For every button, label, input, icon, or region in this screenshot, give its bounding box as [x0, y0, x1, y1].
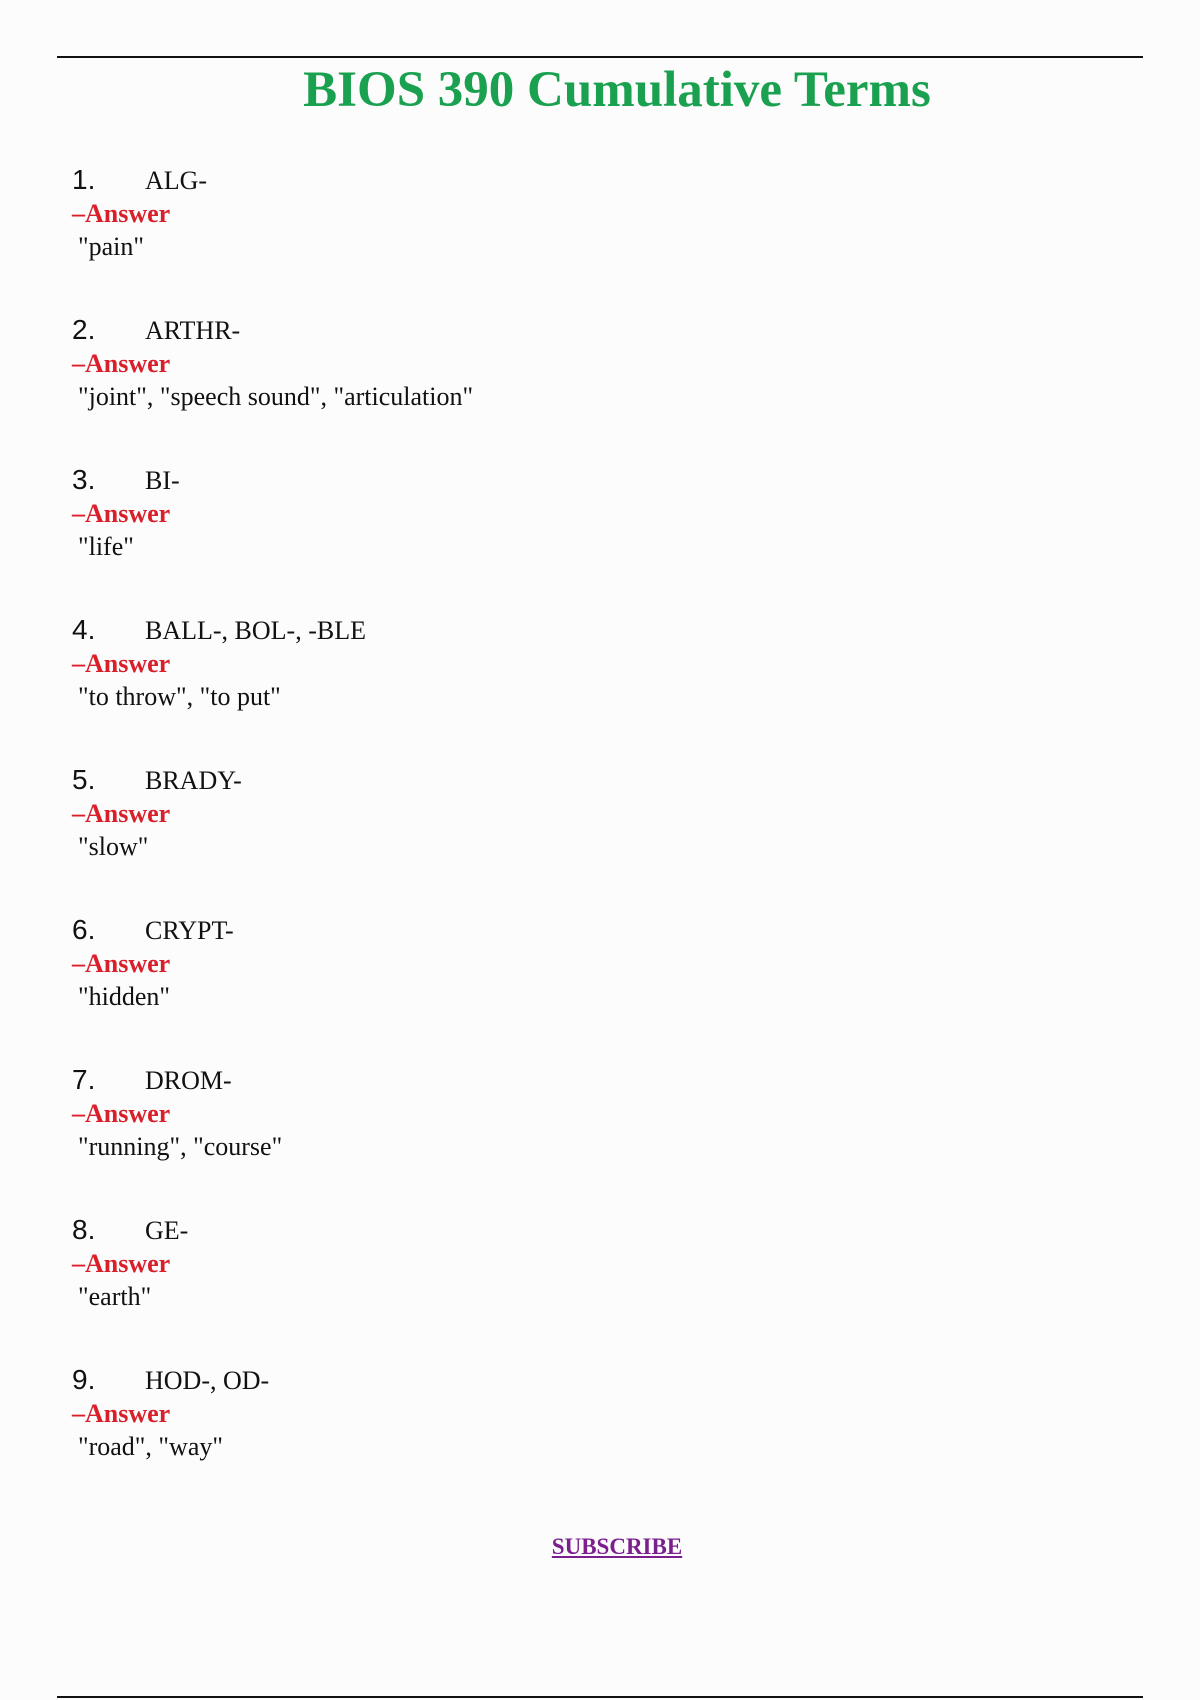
bottom-divider [57, 1696, 1143, 1698]
answer-text: "slow" [78, 832, 149, 861]
term-header [72, 1214, 1072, 1248]
term-word: BI- [145, 466, 180, 495]
answer-text: "to throw", "to put" [78, 682, 281, 711]
answer-label: –Answer [72, 649, 171, 678]
term-header [72, 764, 1072, 798]
term-word: ALG- [145, 166, 208, 195]
term-word: BRADY- [145, 766, 242, 795]
term-word: GE- [145, 1216, 189, 1245]
answer-text: "pain" [78, 232, 144, 261]
term-number: 9. [72, 1364, 96, 1395]
term-number: 1. [72, 164, 96, 195]
term-number: 4. [72, 614, 96, 645]
answer-label: –Answer [72, 1249, 171, 1278]
term-item [72, 764, 1072, 914]
term-item [72, 1214, 1072, 1364]
term-item [72, 614, 1072, 764]
subscribe-section [0, 1532, 1200, 1562]
term-item [72, 314, 1072, 464]
answer-label: –Answer [72, 799, 171, 828]
term-number: 5. [72, 764, 96, 795]
answer-text: "running", "course" [78, 1132, 283, 1161]
answer-text: "life" [78, 532, 134, 561]
term-header [72, 464, 1072, 498]
answer-text: "road", "way" [78, 1432, 223, 1461]
answer-label: –Answer [72, 349, 171, 378]
answer-label: –Answer [72, 949, 171, 978]
term-number: 7. [72, 1064, 96, 1095]
answer-text: "earth" [78, 1282, 152, 1311]
subscribe-link[interactable]: SUBSCRIBE [551, 1534, 683, 1559]
answer-text: "joint", "speech sound", "articulation" [78, 382, 474, 411]
term-word: ARTHR- [145, 316, 241, 345]
answer-text: "hidden" [78, 982, 170, 1011]
term-header [72, 164, 1072, 198]
answer-label: –Answer [72, 1099, 171, 1128]
term-number: 6. [72, 914, 96, 945]
term-item [72, 164, 1072, 314]
term-item [72, 1364, 1072, 1514]
term-item [72, 464, 1072, 614]
terms-list [72, 164, 1072, 1514]
term-word: DROM- [145, 1066, 232, 1095]
term-word: HOD-, OD- [145, 1366, 270, 1395]
term-number: 3. [72, 464, 96, 495]
answer-label: –Answer [72, 199, 171, 228]
top-divider [57, 56, 1143, 58]
term-header [72, 1064, 1072, 1098]
answer-label: –Answer [72, 499, 171, 528]
term-header [72, 314, 1072, 348]
answer-label: –Answer [72, 1399, 171, 1428]
term-number: 8. [72, 1214, 96, 1245]
term-word: BALL-, BOL-, -BLE [145, 616, 366, 645]
term-header [72, 614, 1072, 648]
term-item [72, 914, 1072, 1064]
page-title: BIOS 390 Cumulative Terms [303, 62, 931, 118]
term-word: CRYPT- [145, 916, 234, 945]
term-item [72, 1064, 1072, 1214]
term-header [72, 914, 1072, 948]
term-number: 2. [72, 314, 96, 345]
term-header [72, 1364, 1072, 1398]
